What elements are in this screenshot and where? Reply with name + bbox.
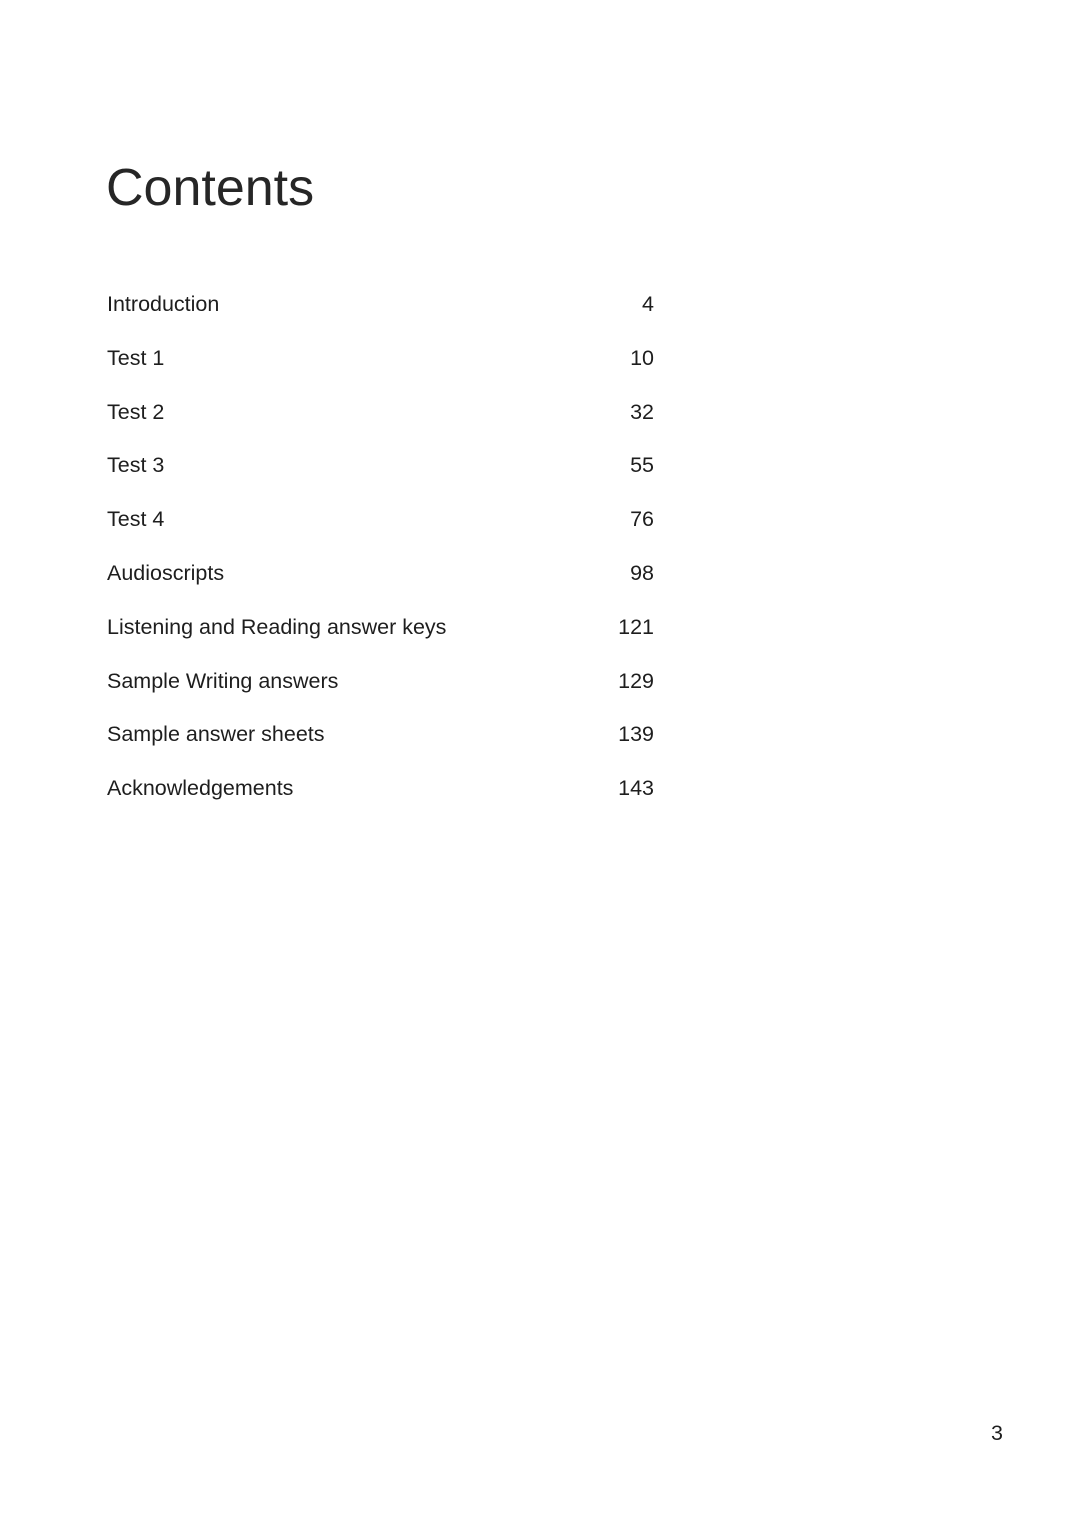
toc-entry-audioscripts[interactable] <box>107 557 654 611</box>
toc-entry-test-4[interactable] <box>107 503 654 557</box>
page-title: Contents <box>106 159 315 217</box>
toc-entry-label: Test 3 <box>107 453 165 478</box>
toc-entry-label: Listening and Reading answer keys <box>107 614 447 639</box>
toc-entry-test-2[interactable] <box>107 396 654 450</box>
toc-entry-label: Acknowledgements <box>107 776 294 801</box>
toc-entry-acknowledgements[interactable] <box>107 772 654 826</box>
toc-entry-answer-keys[interactable] <box>107 611 654 665</box>
toc-entry-label: Sample answer sheets <box>107 722 325 747</box>
toc-entry-page: 121 <box>618 614 654 639</box>
toc-entry-test-3[interactable] <box>107 449 654 503</box>
toc-entry-label: Test 1 <box>107 345 165 370</box>
page-number: 3 <box>991 1421 1003 1445</box>
toc-entry-page: 55 <box>630 453 654 478</box>
toc-entry-page: 98 <box>630 560 654 585</box>
toc-entry-page: 32 <box>630 399 654 424</box>
toc-entry-label: Audioscripts <box>107 560 225 585</box>
toc-entry-label: Test 2 <box>107 399 165 424</box>
toc-entry-sample-writing[interactable] <box>107 665 654 719</box>
toc-entry-page: 76 <box>630 507 654 532</box>
toc-entry-page: 129 <box>618 668 654 693</box>
toc-entry-page: 4 <box>642 292 654 316</box>
toc-entry-page: 10 <box>630 345 654 370</box>
toc-entry-answer-sheets[interactable] <box>107 718 654 772</box>
toc-entry-page: 139 <box>618 722 654 747</box>
toc-entry-page: 143 <box>618 776 654 801</box>
toc-entry-label: Test 4 <box>107 507 165 532</box>
table-of-contents <box>107 288 654 826</box>
toc-entry-label: Sample Writing answers <box>107 668 339 693</box>
toc-entry-label: Introduction <box>107 292 220 316</box>
toc-entry-introduction[interactable] <box>107 288 654 342</box>
toc-entry-test-1[interactable] <box>107 342 654 396</box>
